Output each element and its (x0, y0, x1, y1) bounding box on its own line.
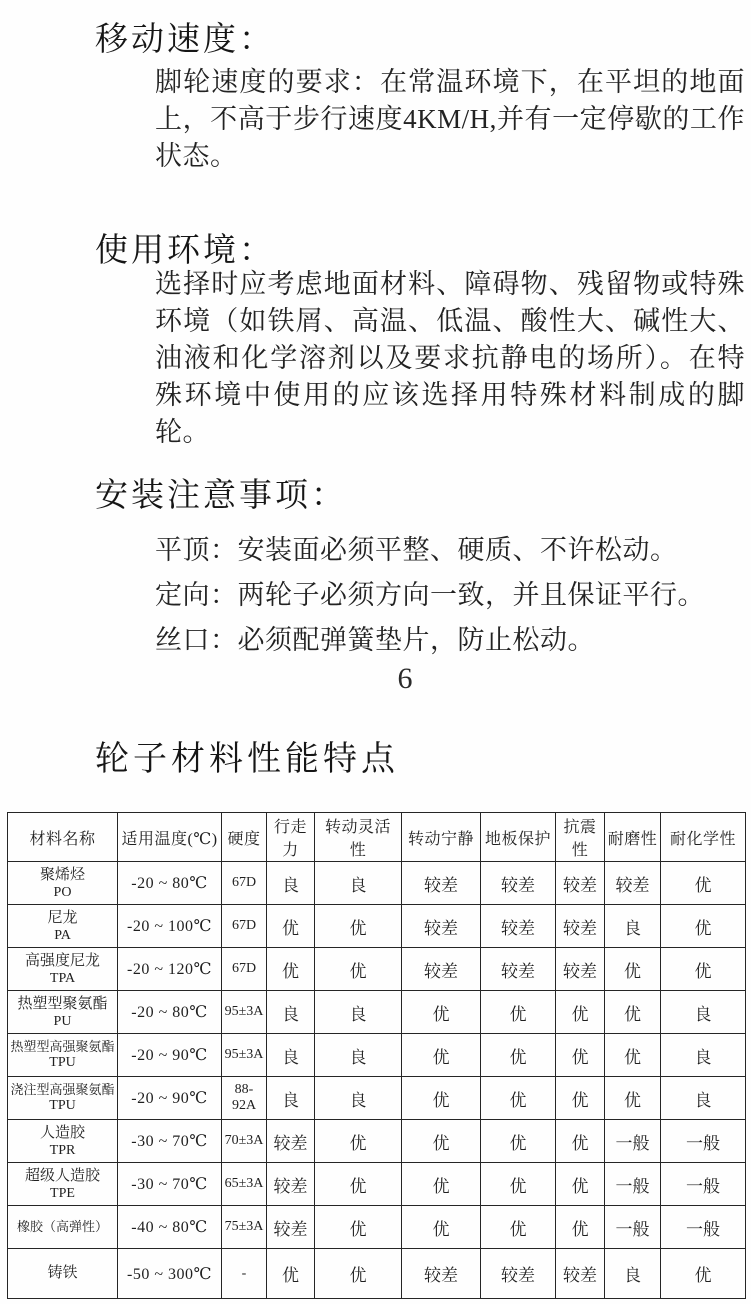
material-code: TPR (49, 1142, 76, 1158)
material-name-cell (8, 905, 118, 948)
hardness-cell: 75±3A (222, 1206, 267, 1249)
material-name-cell (8, 1120, 118, 1163)
rating-cell: 优 (315, 1206, 402, 1249)
rating-cell: 优 (605, 991, 661, 1034)
material-name: 铸铁 (47, 1265, 78, 1282)
rating-cell: 优 (661, 905, 746, 948)
hardness-cell: 67D (222, 905, 267, 948)
header-rolling-effort: 行走力 (267, 813, 315, 862)
rating-cell: 较差 (267, 1120, 315, 1163)
table-row (8, 905, 746, 948)
material-code: PU (53, 1013, 72, 1029)
hardness-cell: - (222, 1249, 267, 1299)
material-name: 超级人造胶 (24, 1167, 100, 1184)
rating-cell: 优 (481, 1206, 556, 1249)
rating-cell: 良 (315, 1077, 402, 1120)
table-row (8, 1077, 746, 1120)
temperature-cell: -50 ~ 300℃ (118, 1249, 222, 1299)
table-row (8, 948, 746, 991)
page-number: 6 (397, 662, 413, 695)
temperature-cell: -20 ~ 80℃ (118, 991, 222, 1034)
hardness-cell: 67D (222, 862, 267, 905)
rating-cell: 优 (481, 1163, 556, 1206)
material-code: TPU (49, 1055, 76, 1071)
material-name-cell (8, 991, 118, 1034)
hardness-cell: 65±3A (222, 1163, 267, 1206)
header-shock-resistance: 抗震性 (556, 813, 605, 862)
hardness-cell: 95±3A (222, 991, 267, 1034)
material-name-cell (8, 1163, 118, 1206)
rating-cell: 优 (402, 1206, 481, 1249)
temperature-cell: -30 ~ 70℃ (118, 1120, 222, 1163)
material-name: 橡胶（高弹性） (16, 1218, 108, 1234)
rating-cell: 良 (661, 1034, 746, 1077)
rating-cell: 优 (481, 1077, 556, 1120)
temperature-cell: -20 ~ 90℃ (118, 1077, 222, 1120)
rating-cell: 较差 (402, 1249, 481, 1299)
rating-cell: 良 (315, 991, 402, 1034)
temperature-cell: -20 ~ 100℃ (118, 905, 222, 948)
rating-cell: 优 (661, 948, 746, 991)
material-name-cell (8, 1206, 118, 1249)
rating-cell: 一般 (661, 1163, 746, 1206)
rating-cell: 优 (402, 1163, 481, 1206)
section-heading-install-notes: 安装注意事项： (95, 478, 347, 514)
rating-cell: 优 (315, 905, 402, 948)
rating-cell: 一般 (605, 1206, 661, 1249)
header-swivel-flexibility: 转动灵活性 (315, 813, 402, 862)
rating-cell: 优 (402, 1077, 481, 1120)
rating-cell: 优 (556, 1034, 605, 1077)
rating-cell: 优 (661, 862, 746, 905)
material-name-cell (8, 1077, 118, 1120)
table-header-row (8, 813, 746, 862)
hardness-cell: 95±3A (222, 1034, 267, 1077)
rating-cell: 优 (605, 1034, 661, 1077)
install-note-fixed-direction: 定向：两轮子必须方向一致，并且保证平行。 (155, 580, 705, 610)
rating-cell: 优 (605, 1077, 661, 1120)
rating-cell: 良 (267, 991, 315, 1034)
hardness-cell: 88-92A (222, 1077, 267, 1120)
rating-cell: 优 (267, 905, 315, 948)
material-name: 热塑型聚氨酯 (17, 995, 108, 1012)
rating-cell: 较差 (605, 862, 661, 905)
rating-cell: 优 (556, 991, 605, 1034)
rating-cell: 一般 (661, 1120, 746, 1163)
temperature-cell: -40 ~ 80℃ (118, 1206, 222, 1249)
material-name: 人造胶 (39, 1124, 85, 1141)
material-name: 聚烯烃 (39, 866, 85, 883)
rating-cell: 良 (605, 905, 661, 948)
material-code: TPE (50, 1185, 75, 1201)
rating-cell: 优 (267, 1249, 315, 1299)
temperature-cell: -20 ~ 120℃ (118, 948, 222, 991)
table-row (8, 1163, 746, 1206)
rating-cell: 优 (402, 1034, 481, 1077)
table-row (8, 991, 746, 1034)
header-temperature-range: 适用温度(℃) (118, 813, 222, 862)
rating-cell: 优 (556, 1163, 605, 1206)
install-note-flat-top: 平顶：安装面必须平整、硬质、不许松动。 (155, 535, 678, 565)
rating-cell: 较差 (556, 948, 605, 991)
rating-cell: 优 (556, 1206, 605, 1249)
rating-cell: 良 (661, 991, 746, 1034)
material-name-cell (8, 948, 118, 991)
rating-cell: 优 (402, 991, 481, 1034)
rating-cell: 一般 (605, 1120, 661, 1163)
material-name: 尼龙 (47, 909, 78, 926)
header-chemical-resistance: 耐化学性 (661, 813, 746, 862)
rating-cell: 良 (267, 1077, 315, 1120)
material-name: 浇注型高强聚氨酯 (10, 1082, 115, 1098)
material-code: TPU (49, 1098, 76, 1114)
hardness-cell: 67D (222, 948, 267, 991)
material-name: 热塑型高强聚氨酯 (10, 1039, 115, 1055)
table-row (8, 1249, 746, 1299)
rating-cell: 较差 (402, 862, 481, 905)
rating-cell: 优 (267, 948, 315, 991)
rating-cell: 优 (556, 1077, 605, 1120)
rating-cell: 良 (267, 862, 315, 905)
rating-cell: 优 (481, 1120, 556, 1163)
table-row (8, 862, 746, 905)
rating-cell: 良 (605, 1249, 661, 1299)
header-hardness: 硬度 (222, 813, 267, 862)
rating-cell: 良 (315, 862, 402, 905)
rating-cell: 优 (315, 1163, 402, 1206)
table-row (8, 1120, 746, 1163)
rating-cell: 较差 (267, 1163, 315, 1206)
rating-cell: 优 (556, 1120, 605, 1163)
header-material-name: 材料名称 (8, 813, 118, 862)
rating-cell: 优 (481, 1034, 556, 1077)
rating-cell: 较差 (402, 948, 481, 991)
section-paragraph-usage-environment: 选择时应考虑地面材料、障碍物、残留物或特殊环境（如铁屑、高温、低温、酸性大、碱性大、油液和化学溶剂以及要求抗静电的场所）。在特殊环境中使用的应该选择用特殊材料制成的脚轮。 (155, 269, 745, 447)
material-name: 高强度尼龙 (24, 952, 100, 969)
rating-cell: 优 (315, 1249, 402, 1299)
rating-cell: 优 (402, 1120, 481, 1163)
rating-cell: 优 (661, 1249, 746, 1299)
section-paragraph-moving-speed: 脚轮速度的要求：在常温环境下，在平坦的地面上，不高于步行速度4KM/H,并有一定停歇的工作状态。 (155, 67, 745, 171)
rating-cell: 优 (481, 991, 556, 1034)
rating-cell: 较差 (556, 905, 605, 948)
rating-cell: 较差 (556, 862, 605, 905)
table-body (8, 862, 746, 1299)
install-note-threaded: 丝口：必须配弹簧垫片，防止松动。 (155, 625, 595, 655)
material-code: TPA (49, 970, 76, 986)
header-wear-resistance: 耐磨性 (605, 813, 661, 862)
install-notes-list (155, 528, 745, 663)
material-name-cell (8, 1249, 118, 1299)
material-name-cell (8, 862, 118, 905)
table-row (8, 1206, 746, 1249)
section-heading-usage-environment: 使用环境： (95, 233, 275, 269)
rating-cell: 较差 (481, 862, 556, 905)
rating-cell: 优 (605, 948, 661, 991)
rating-cell: 较差 (556, 1249, 605, 1299)
rating-cell: 优 (315, 1120, 402, 1163)
header-quiet-rolling: 转动宁静 (402, 813, 481, 862)
rating-cell: 良 (315, 1034, 402, 1077)
material-code: PA (54, 927, 71, 943)
rating-cell: 优 (315, 948, 402, 991)
rating-cell: 良 (661, 1077, 746, 1120)
temperature-cell: -30 ~ 70℃ (118, 1163, 222, 1206)
rating-cell: 较差 (481, 905, 556, 948)
hardness-cell: 70±3A (222, 1120, 267, 1163)
rating-cell: 较差 (481, 948, 556, 991)
rating-cell: 良 (267, 1034, 315, 1077)
material-performance-table (7, 812, 746, 1299)
rating-cell: 较差 (481, 1249, 556, 1299)
rating-cell: 较差 (402, 905, 481, 948)
rating-cell: 较差 (267, 1206, 315, 1249)
temperature-cell: -20 ~ 80℃ (118, 862, 222, 905)
rating-cell: 一般 (661, 1206, 746, 1249)
table-title: 轮子材料性能特点 (95, 741, 399, 778)
temperature-cell: -20 ~ 90℃ (118, 1034, 222, 1077)
table-row (8, 1034, 746, 1077)
rating-cell: 一般 (605, 1163, 661, 1206)
material-name-cell (8, 1034, 118, 1077)
header-floor-protection: 地板保护 (481, 813, 556, 862)
section-heading-moving-speed: 移动速度： (95, 22, 275, 58)
material-code: PO (53, 884, 72, 900)
